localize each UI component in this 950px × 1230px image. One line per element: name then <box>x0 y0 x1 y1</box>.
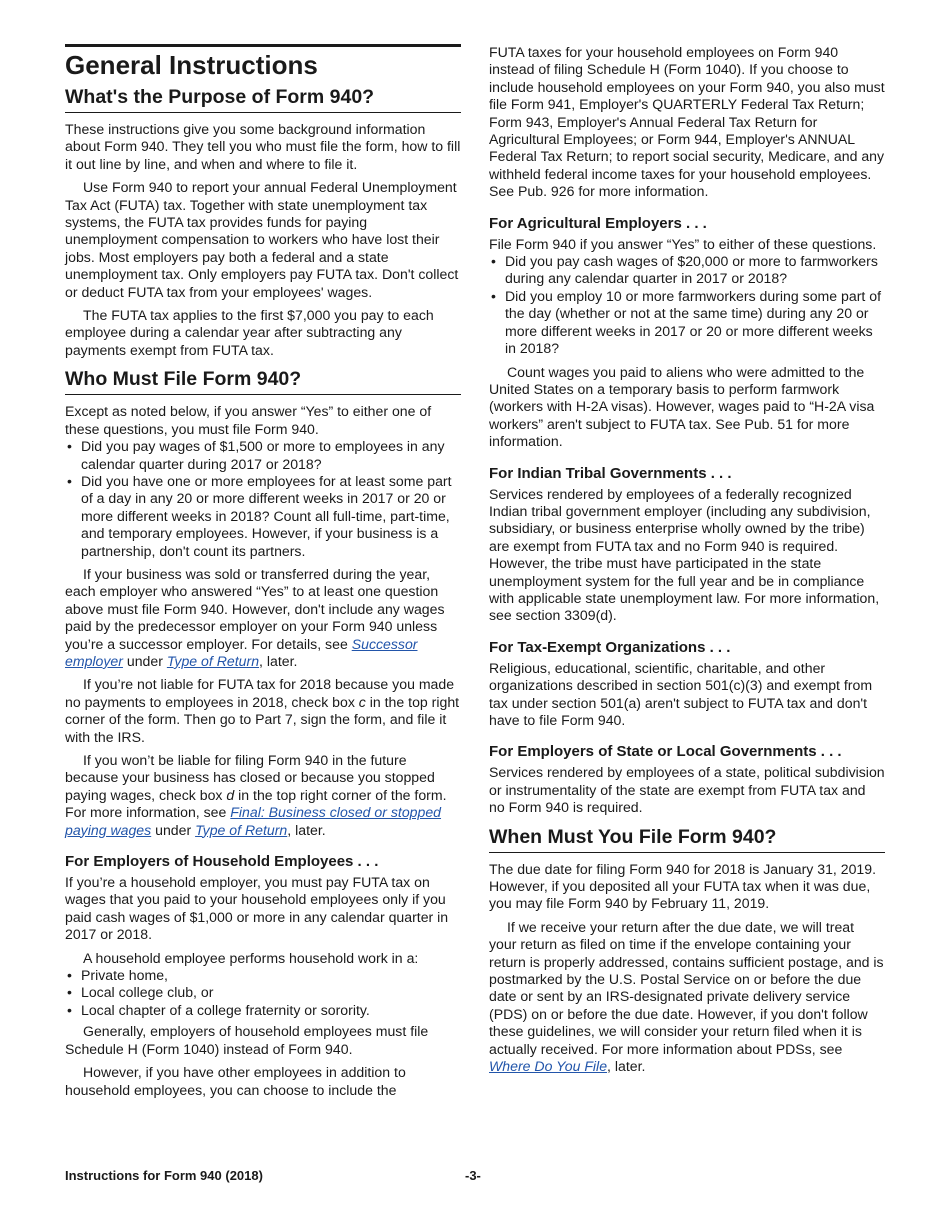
who-p4-text-b: in the top right corner of the form. For more information, see <box>65 786 447 821</box>
who-p2-text-b: under <box>122 652 167 669</box>
who-p2-text-a: If your business was sold or transferred during the year, each employer who answered “Yes” to at least one question above must file Form 940. However, don't include any wages paid by the predecessor employer on your Form 940 unless you’re a successor employer. For details, see <box>65 565 445 652</box>
who-heading: Who Must File Form 940? <box>65 367 461 395</box>
household-paragraph-1: If you’re a household employer, you must pay FUTA tax on wages that you paid to your household employees only if you paid cash wages of $1,000 or more in any calendar quarter in 2017 or 2018. <box>65 874 449 943</box>
agricultural-bullet-2: • Did you employ 10 or more farmworkers during some part of the day (whether or not at the same time) during any 20 or more different weeks in 2017 or 20 or more different weeks in 2018? <box>489 288 885 358</box>
agricultural-bullet-1: • Did you pay cash wages of $20,000 or more to farmworkers during any calendar quarter in 2017 or 2018? <box>489 253 885 288</box>
right-column <box>489 44 885 1082</box>
who-bullet-2: • Did you have one or more employees for at least some part of a day in any 20 or more different weeks in 2017 or 20 or more different weeks in 2018? Count all full-time, part-time, and temporary employees. However, if your business is a partnership, don't count its partners. <box>65 473 461 560</box>
who-paragraph-3 <box>65 676 461 746</box>
state-local-paragraph: Services rendered by employees of a state, political subdivision or instrumentality of the state are exempt from FUTA tax and no Form 940 is required. <box>489 764 885 816</box>
household-location-list <box>65 967 461 1019</box>
when-paragraph-1: The due date for filing Form 940 for 2018 is January 31, 2019. However, if you deposited all your FUTA tax when it was due, you may file Form 940 by February 11, 2019. <box>489 860 877 912</box>
household-paragraph-3: Generally, employers of household employees must file Schedule H (Form 1040) instead of Form 940. <box>65 1023 429 1057</box>
household-paragraph-4: However, if you have other employees in addition to household employees, you can choose to include the <box>65 1064 406 1098</box>
state-local-heading: For Employers of State or Local Governments . . . <box>489 743 842 761</box>
who-paragraph-4 <box>65 752 461 839</box>
agricultural-bullet-list <box>489 253 885 357</box>
purpose-paragraph-3: The FUTA tax applies to the first $7,000 you pay to each employee during a calendar year after subtracting any payments exempt from FUTA tax. <box>65 307 434 358</box>
where-do-you-file-link[interactable]: Where Do You File <box>489 1058 608 1075</box>
who-paragraph-2 <box>65 566 461 670</box>
household-heading: For Employers of Household Employees . . . <box>65 853 379 871</box>
type-of-return-link-2[interactable]: Type of Return <box>195 821 288 838</box>
left-column <box>65 44 461 1105</box>
when-p2-text-b: , later. <box>607 1058 646 1075</box>
tribal-heading: For Indian Tribal Governments . . . <box>489 464 732 482</box>
who-p3-text-b: in the top right corner of the form. Then go to Part 7, sign the form, and file it with the IRS. <box>65 693 460 745</box>
who-p3-text-a: If you’re not liable for FUTA tax for 2018 because you made no payments to employees in 2018, check box <box>65 676 455 710</box>
successor-employer-link[interactable]: Successor employer <box>65 635 418 669</box>
household-location-item: • Local chapter of a college fraternity or sorority. <box>65 1002 461 1019</box>
final-business-closed-link[interactable]: Final: Business closed or stopped paying wages <box>65 804 442 838</box>
box-c-letter: c <box>358 693 366 710</box>
who-paragraph-1: Except as noted below, if you answer “Yes” to either one of these questions, you must file Form 940. <box>65 403 432 437</box>
purpose-heading: What's the Purpose of Form 940? <box>65 85 461 113</box>
household-location-item: • Local college club, or <box>65 984 461 1001</box>
type-of-return-link[interactable]: Type of Return <box>166 652 260 669</box>
page-number: -3- <box>465 1168 481 1183</box>
agricultural-paragraph-1: File Form 940 if you answer “Yes” to either of these questions. <box>489 235 877 252</box>
tax-exempt-paragraph: Religious, educational, scientific, charitable, and other organizations described in section 501(c)(3) and exempt from tax under section 501(a) aren't subject to FUTA tax and don't have to file Form 940. <box>489 659 873 728</box>
household-continued-paragraph: FUTA taxes for your household employees on Form 940 instead of filing Schedule H (Form 1040). If you choose to include household employees on your Form 940, you also must file Form 941, Employer's QUARTERLY Federal Tax Return; Form 943, Employer's Annual Federal Tax Return for Agricultural Employees; or Form 944, Employer's ANNUAL Federal Tax Return; to report social security, Medicare, and any withheld federal income taxes for your household employees. See Pub. 926 for more information. <box>489 44 885 200</box>
who-p4-text-d: , later. <box>287 821 326 838</box>
when-paragraph-2 <box>489 919 885 1076</box>
box-d-letter: d <box>226 786 235 803</box>
who-p2-text-c: , later. <box>259 652 298 669</box>
when-p2-text-a: If we receive your return after the due date, we will treat your return as filed on time if the envelope containing your return is properly addressed, contains sufficient postage, and is postmarked by the U.S. Postal Service on or before the due date or sent by an IRS-designated private delivery service (PDS) on or before the due date. However, if you don't follow these guidelines, we will consider your return filed when it is actually received. For more information about PDSs, see <box>489 918 884 1057</box>
main-title: General Instructions <box>65 50 318 80</box>
tax-exempt-heading: For Tax-Exempt Organizations . . . <box>489 638 731 656</box>
who-bullet-list <box>65 438 461 560</box>
agricultural-heading: For Agricultural Employers . . . <box>489 214 707 232</box>
top-rule <box>65 44 461 47</box>
when-heading: When Must You File Form 940? <box>489 825 885 853</box>
household-location-item: • Private home, <box>65 967 461 984</box>
purpose-paragraph-1: These instructions give you some background information about Form 940. They tell you who must file the form, how to fill it out line by line, and when and where to file it. <box>65 121 461 172</box>
household-paragraph-2: A household employee performs household work in a: <box>83 949 419 966</box>
tribal-paragraph: Services rendered by employees of a federally recognized Indian tribal government employer (including any subdivision, subsidiary, or business enterprise wholly owned by the tribe) are exempt from FUTA tax and no Form 940 is required. However, the tribe must have participated in the state unemployment system for the full year and be in compliance with applicable state unemployment law. For more information, see section 3309(d). <box>489 485 880 624</box>
purpose-paragraph-2: Use Form 940 to report your annual Federal Unemployment Tax Act (FUTA) tax. Together with state unemployment tax systems, the FUTA tax provides funds for paying unemployment compensation to workers who have lost their jobs. Most employers pay both a federal and a state unemployment tax. Only employers pay FUTA tax. Don't collect or deduct FUTA tax from your employees' wages. <box>65 179 459 300</box>
who-bullet-1: • Did you pay wages of $1,500 or more to employees in any calendar quarter during 2017 or 2018? <box>65 438 461 473</box>
who-p4-text-c: under <box>151 821 196 838</box>
footer-form-title: Instructions for Form 940 (2018) <box>65 1168 263 1183</box>
agricultural-paragraph-2: Count wages you paid to aliens who were admitted to the United States on a temporary basis to perform farmwork (workers with H-2A visas). However, wages paid to “H-2A visa workers” aren't subject to FUTA tax. See Pub. 51 for more information. <box>489 363 875 450</box>
who-p4-text-a: If you won’t be liable for filing Form 940 in the future because your business has closed or because you stopped paying wages, check box <box>65 752 435 803</box>
